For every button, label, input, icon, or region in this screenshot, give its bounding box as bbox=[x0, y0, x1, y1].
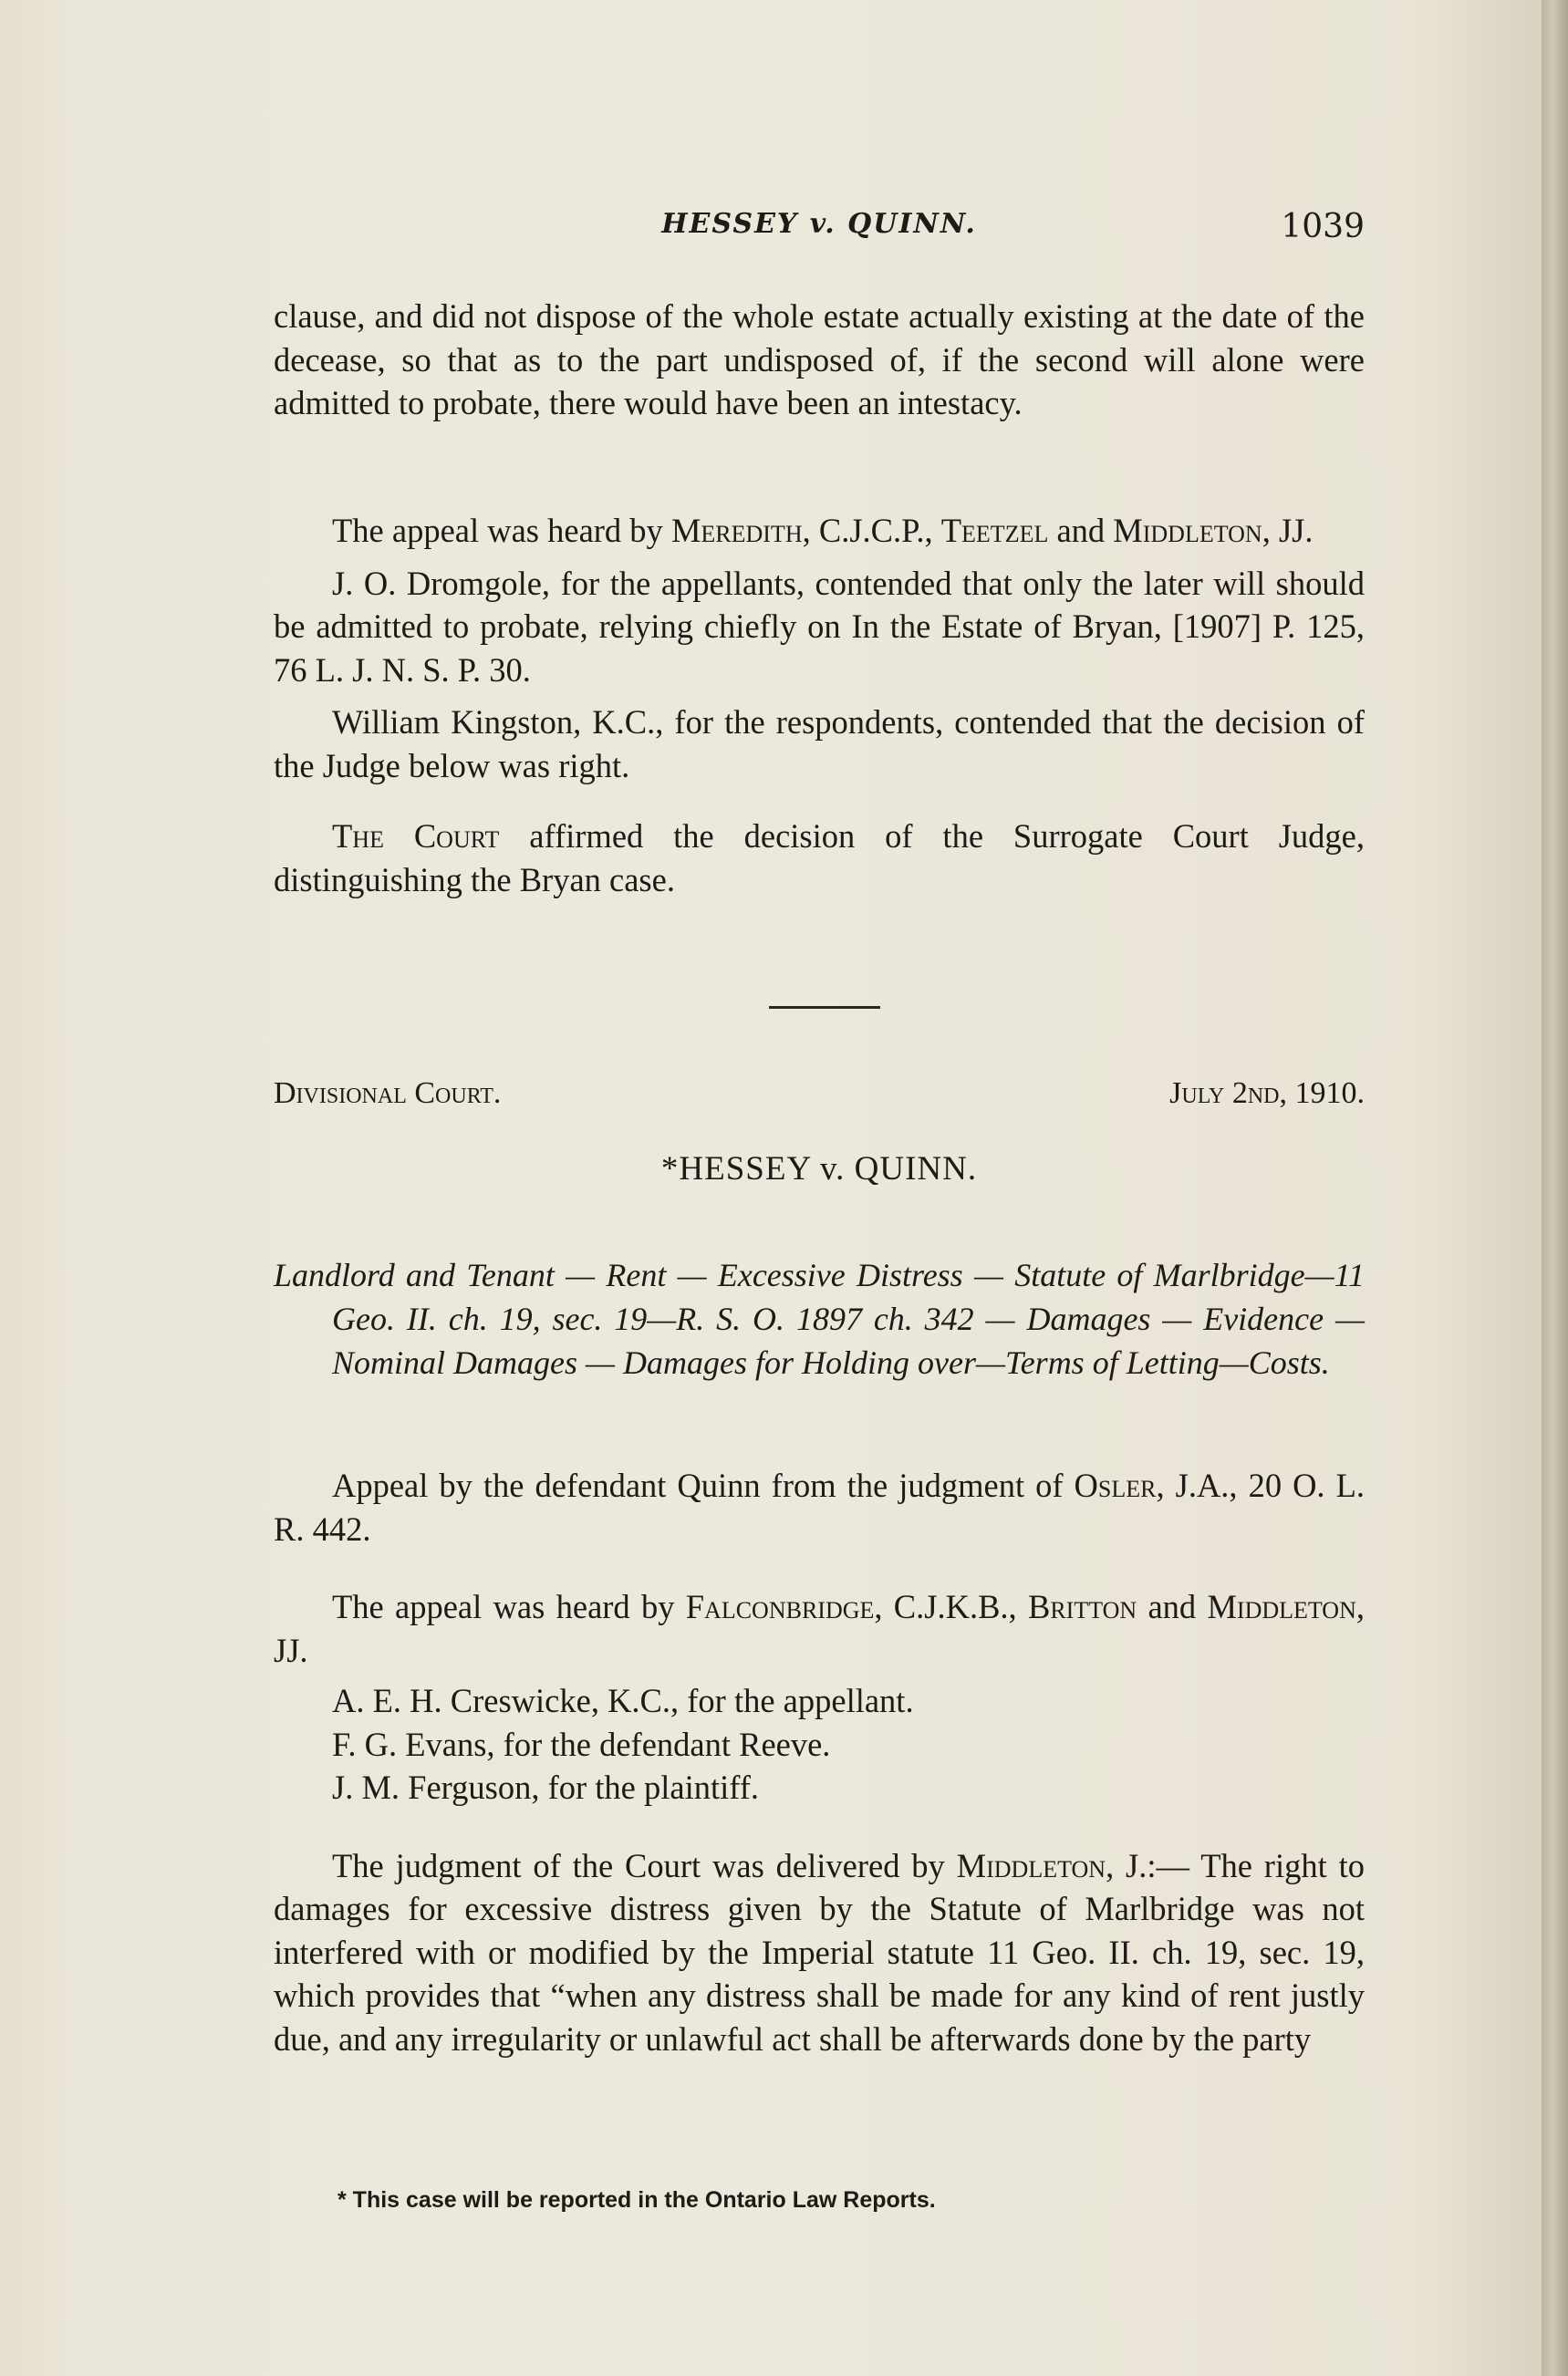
judge-name: Britton bbox=[1027, 1588, 1137, 1625]
judgment-paragraph: The judgment of the Court was delivered by Middleton, J.:— The right to damages for excessive distress given by the Statute of Marlbridge was not interfered with or modified by the Imperial statute 11 Geo. II. ch. 19, sec. 19, which provides that “when any distress shall be made for any kind of rent justly due, and any irregularity or unlawful act shall be afterwards done by the party bbox=[274, 1846, 1365, 2058]
decision-paragraph: The Court affirmed the decision of the Surrogate Court Judge, distinguishing the Bryan case. bbox=[274, 817, 1365, 898]
heard-by-paragraph: The appeal was heard by Meredith, C.J.C.P., Teetzel and Middleton, JJ. bbox=[332, 512, 1314, 549]
court-name: Divisional Court. bbox=[274, 1076, 502, 1110]
heard-by-paragraph: The appeal was heard by Falconbridge, C.J.K.B., Britton and Middleton, JJ. bbox=[274, 1588, 1365, 1669]
judge-name: Middleton bbox=[1113, 512, 1262, 549]
intestacy-paragraph bbox=[274, 295, 1365, 425]
judge-name: Teetzel bbox=[940, 512, 1049, 549]
judge-name: Meredith bbox=[670, 512, 803, 549]
counsel-respondents-paragraph: William Kingston, K.C., for the respondents, contended that the decision of the Judge below was right. bbox=[274, 703, 1365, 784]
judge-name: Middleton bbox=[956, 1846, 1106, 1884]
counsel-line: J. M. Ferguson, for the plaintiff. bbox=[332, 1769, 760, 1806]
book-spine bbox=[1542, 0, 1568, 2376]
page-number: 1039 bbox=[1281, 208, 1365, 245]
judge-name: Falconbridge bbox=[685, 1588, 875, 1625]
running-head bbox=[274, 208, 1365, 254]
counsel-appellants-paragraph: J. O. Dromgole, for the appellants, contended that only the later will should be admitted to probate, relying chiefly on In the Estate of Bryan, [1907] P. 125, 76 L. J. N. S. P. 30. bbox=[274, 564, 1365, 689]
running-title: HESSEY v. QUINN. bbox=[661, 208, 977, 240]
paragraph-text: clause, and did not dispose of the whole estate actually existing at the date of the decease, so that as to the part undisposed of, if the second will alone were admitted to probate, there would have been an intestacy. bbox=[274, 297, 1365, 421]
counsel-line: A. E. H. Creswicke, K.C., for the appellant. bbox=[332, 1682, 914, 1719]
section-divider bbox=[769, 1006, 880, 1009]
appeal-paragraph: Appeal by the defendant Quinn from the judgment of Osler, J.A., 20 O. L. R. 442. bbox=[274, 1467, 1365, 1548]
judge-name: Osler bbox=[1074, 1467, 1157, 1504]
footnote: * This case will be reported in the Ontario Law Reports. bbox=[337, 2187, 936, 2213]
headnote: Landlord and Tenant — Rent — Excessive Distress — Statute of Marlbridge—11 Geo. II. ch. 19, sec. 19—R. S. O. 1897 ch. 342 — Damages — Evidence — Nominal Damages — Damages for Holding over—Terms of Letting—Costs. bbox=[274, 1257, 1365, 1381]
decision-date: July 2nd, 1910. bbox=[1169, 1076, 1365, 1110]
counsel-line: F. G. Evans, for the defendant Reeve. bbox=[332, 1725, 831, 1763]
court-line bbox=[274, 1076, 1365, 1111]
the-court-label: The Court bbox=[332, 817, 500, 855]
case-title: *HESSEY v. QUINN. bbox=[660, 1150, 978, 1188]
second-case-body bbox=[274, 1464, 1365, 2060]
judge-name: Middleton bbox=[1207, 1588, 1356, 1625]
first-case-hearing bbox=[274, 509, 1365, 901]
